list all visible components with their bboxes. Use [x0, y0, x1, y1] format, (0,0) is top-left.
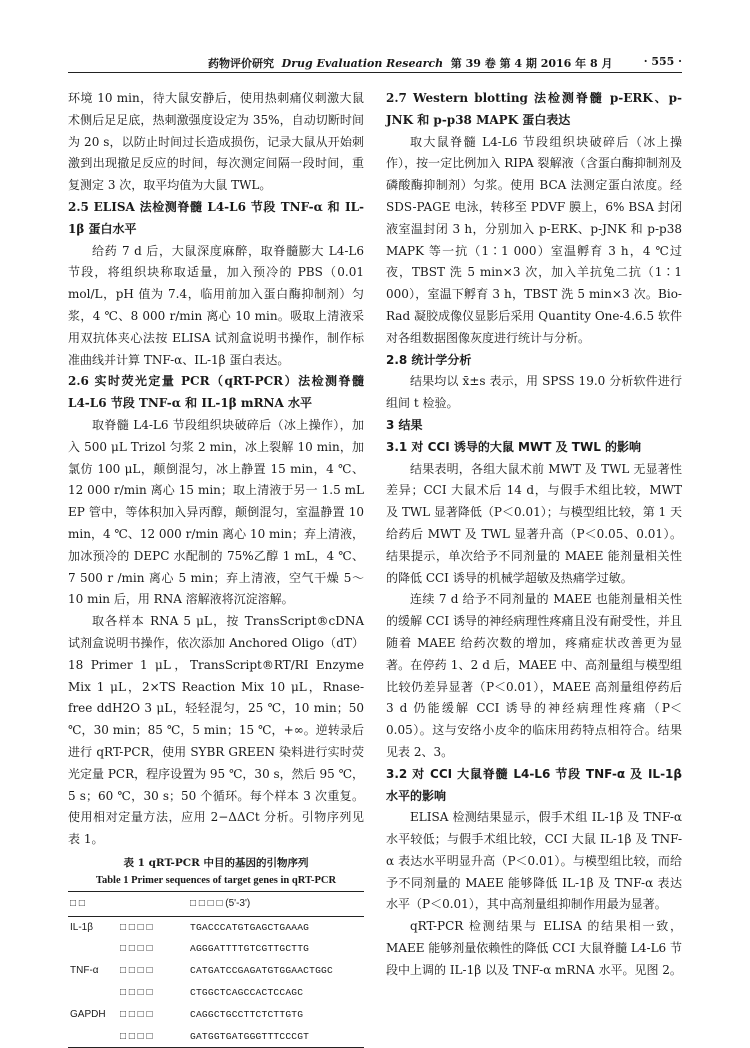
journal-issue: 第 39 卷 第 4 期 2016 年 8 月 [450, 57, 613, 70]
table-header-gene: □ □ [68, 891, 118, 916]
sequence-cell: CTGGCTCAGCCACTCCAGC [190, 987, 304, 999]
right-column [386, 88, 682, 982]
table-title-cn: 表 1 qRT-PCR 中目的基因的引物序列 [123, 856, 309, 869]
gene-cell: IL-1β [70, 921, 93, 933]
paragraph-elisa-results: ELISA 检测结果显示，假手术组 IL-1β 及 TNF-α 水平较低；与假手术组比较，CCI 大鼠 IL-1β 及 TNF-α 表达水平明显升高（P＜0.01）。与模型组比较，而给予不同剂量的 MAEE 能够降低 IL-1β 及 TNF-α 表达水平（P＜0.01），其中高剂量组抑制作用最为显著。 [386, 810, 682, 912]
paragraph-twl-method: 环境 10 min，待大鼠安静后，使用热刺痛仪刺激大鼠术侧后足足底，热刺激强度设定为 35%，自动切断时间为 20 s，以防止时间过长造成损伤，记录大鼠从开始刺激到出现撤足反应的时间，每次测定间隔一段时间，重复测定 3 次，取平均值为大鼠 TWL。 [68, 91, 364, 193]
section-heading-2-8: 2.8 统计学分析 [386, 352, 472, 367]
sequence-cell: TGACCCATGTGAGCTGAAAG [190, 921, 310, 933]
gene-cell: TNF-α [70, 965, 99, 977]
table-row [68, 938, 364, 960]
table-row [68, 916, 364, 938]
journal-title [208, 55, 612, 71]
table-header-direction [118, 891, 188, 916]
table-row [68, 982, 364, 1004]
paragraph-western-blot: 取大鼠脊髓 L4-L6 节段组织块破碎后（冰上操作），按一定比例加入 RIPA 裂解液（含蛋白酶抑制剂及磷酸酶抑制剂）匀浆。使用 BCA 法测定蛋白浓度。经 SDS-PAGE 电泳，转移至 PDVF 膜上，6% BSA 封闭液室温封闭 3 h，分别加入 p-ERK、p-JNK 和 p-p38 MAPK 等一抗（1∶1 000）室温孵育 3 h，4 ℃过夜，TBST 洗 5 min×3 次，加入羊抗兔二抗（1∶1 000），室温下孵育 3 h，TBST 洗 5 min×3 次。Bio-Rad 凝胶成像仪显影后采用 Quantity One-4.6.5 软件对各组数据图像灰度进行统计与分析。 [386, 134, 682, 345]
sequence-cell: CATGATCCGAGATGTGGAACTGGC [190, 965, 333, 977]
direction-cell: □ □ □ □ [120, 987, 153, 999]
gene-cell [68, 938, 118, 960]
sequence-cell: AGGGATTTTGTCGTTGCTTG [190, 943, 310, 955]
sequence-cell: GATGGTGATGGGTTTCCCGT [188, 1026, 364, 1048]
gene-cell [68, 982, 118, 1004]
table-row [68, 1026, 364, 1048]
paragraph-qrt-pcr-results: qRT-PCR 检测结果与 ELISA 的结果相一致，MAEE 能够剂量依赖性的降低 CCI 大鼠脊髓 L4-L6 节段中上调的 IL-1β 以及 TNF-α mRNA 水平。见图 2。 [386, 919, 682, 977]
left-column [68, 88, 364, 1048]
table-header-sequence: □ □ □ □ (5'-3') [188, 891, 364, 916]
section-heading-3-2: 3.2 对 CCI 大鼠脊髓 L4-L6 节段 TNF-α 及 IL-1β 水平的影响 [386, 766, 682, 803]
table-row [68, 1004, 364, 1026]
paragraph-mwt-twl-single: 结果表明，各组大鼠术前 MWT 及 TWL 无显著性差异；CCI 大鼠术后 14 d，与假手术组比较，MWT 及 TWL 显著降低（P＜0.01）；与模型组比较，第 1 天给药后 MWT 及 TWL 显著升高（P＜0.05、0.01）。结果提示，单次给予不同剂量的 MAEE 能剂量相关性的降低 CCI 诱导的机械学超敏及热痛学过敏。 [386, 461, 682, 585]
sequence-cell: CAGGCTGCCTTCTCTTGTG [190, 1008, 304, 1020]
gene-cell [68, 1026, 118, 1048]
section-heading-2-5: 2.5 ELISA 法检测脊髓 L4-L6 节段 TNF-α 和 IL-1β 蛋白水平 [68, 199, 364, 236]
paragraph-qrt-pcr: 取各样本 RNA 5 μL，按 TransScript®cDNA 试剂盒说明书操作，依次添加 Anchored Oligo（dT）18 Primer 1 μL，TransScript®RT/RI Enzyme Mix 1 μL，2×TS Reaction Mix 10 μL，Rnase-free ddH2O 3 μL，轻轻混匀，25 ℃，10 min；50 ℃，30 min；85 ℃，5 min；15 ℃，+∞。逆转录后进行 qRT-PCR，使用 SYBR GREEN 染料进行实时荧光定量 PCR，程序设置为 95 ℃，30 s，然后 95 ℃，5 s；60 ℃，30 s；50 个循环。每个样本 3 次重复。使用相对定量方法，应用 2−ΔΔCt 分析。引物序列见表 1。 [68, 614, 364, 847]
table-row [68, 960, 364, 982]
running-header [68, 52, 682, 73]
direction-cell: □ □ □ □ [118, 1026, 188, 1048]
section-heading-2-7: 2.7 Western blotting 法检测脊髓 p-ERK、p-JNK 和 p-p38 MAPK 蛋白表达 [386, 91, 682, 127]
direction-cell: □ □ □ □ [120, 965, 153, 977]
journal-name-en: Drug Evaluation Research [281, 57, 444, 70]
page-number: · 555 · [643, 55, 682, 68]
primer-table [68, 891, 364, 1048]
direction-cell: □ □ □ □ [120, 943, 153, 955]
paragraph-rna-extraction: 取脊髓 L4-L6 节段组织块破碎后（冰上操作），加入 500 μL Trizol 匀浆 2 min，冰上裂解 10 min，加氯仿 100 μL，颠倒混匀，冰上静置 15 min，4 ℃、12 000 r/min 离心 15 min；取上清液于另一 1.5 mL EP 管中，等体积加入异丙醇，颠倒混匀，室温静置 10 min，4 ℃、12 000 r/min 离心 10 min；弃上清液，加冰预冷的 DEPC 水配制的 75%乙醇 1 mL，4 ℃、7 500 r /min 离心 5 min；弃上清液，空气干燥 5～10 min 后，用 RNA 溶解液将沉淀溶解。 [68, 417, 365, 607]
section-heading-2-6: 2.6 实时荧光定量 PCR（qRT-PCR）法检测脊髓 L4-L6 节段 TNF-α 和 IL-1β mRNA 水平 [68, 374, 364, 411]
direction-cell: □ □ □ □ [120, 921, 153, 933]
paragraph-mwt-twl-repeated: 连续 7 d 给予不同剂量的 MAEE 也能剂量相关性的缓解 CCI 诱导的神经病理性疼痛且没有耐受性，并且随着 MAEE 给药次数的增加，疼痛症状改善更为显著。在停药 1、2 d 后，MAEE 中、高剂量组与模型组比较仍差异显著（P＜0.01），MAEE 高剂量组停药后 3 d 仍能缓解 CCI 诱导的神经病理性疼痛（P＜0.05）。这与安络小皮伞的临床用药特点相符合。结果见表 2、3。 [386, 592, 682, 759]
journal-name-cn: 药物评价研究 [208, 57, 274, 70]
section-heading-3-1: 3.1 对 CCI 诱导的大鼠 MWT 及 TWL 的影响 [386, 439, 642, 454]
section-heading-3: 3 结果 [386, 417, 423, 432]
paragraph-statistics: 结果均以 x̄±s 表示，用 SPSS 19.0 分析软件进行组间 t 检验。 [386, 374, 682, 411]
table-title-en: Table 1 Primer sequences of target genes in qRT-PCR [95, 874, 337, 886]
direction-cell: □ □ □ □ [120, 1008, 153, 1020]
gene-cell: GAPDH [70, 1008, 106, 1020]
paragraph-elisa: 给药 7 d 后，大鼠深度麻醉，取脊髓膨大 L4-L6 节段，将组织块称取适量，加入预冷的 PBS（0.01 mol/L，pH 值为 7.4，临用前加入蛋白酶抑制剂）匀浆，4 ℃、8 000 r/min 离心 10 min。吸取上清液采用双抗体夹心法按 ELISA 试剂盒说明书操作，制作标准曲线并计算 TNF-α、IL-1β 蛋白表达。 [68, 243, 364, 367]
